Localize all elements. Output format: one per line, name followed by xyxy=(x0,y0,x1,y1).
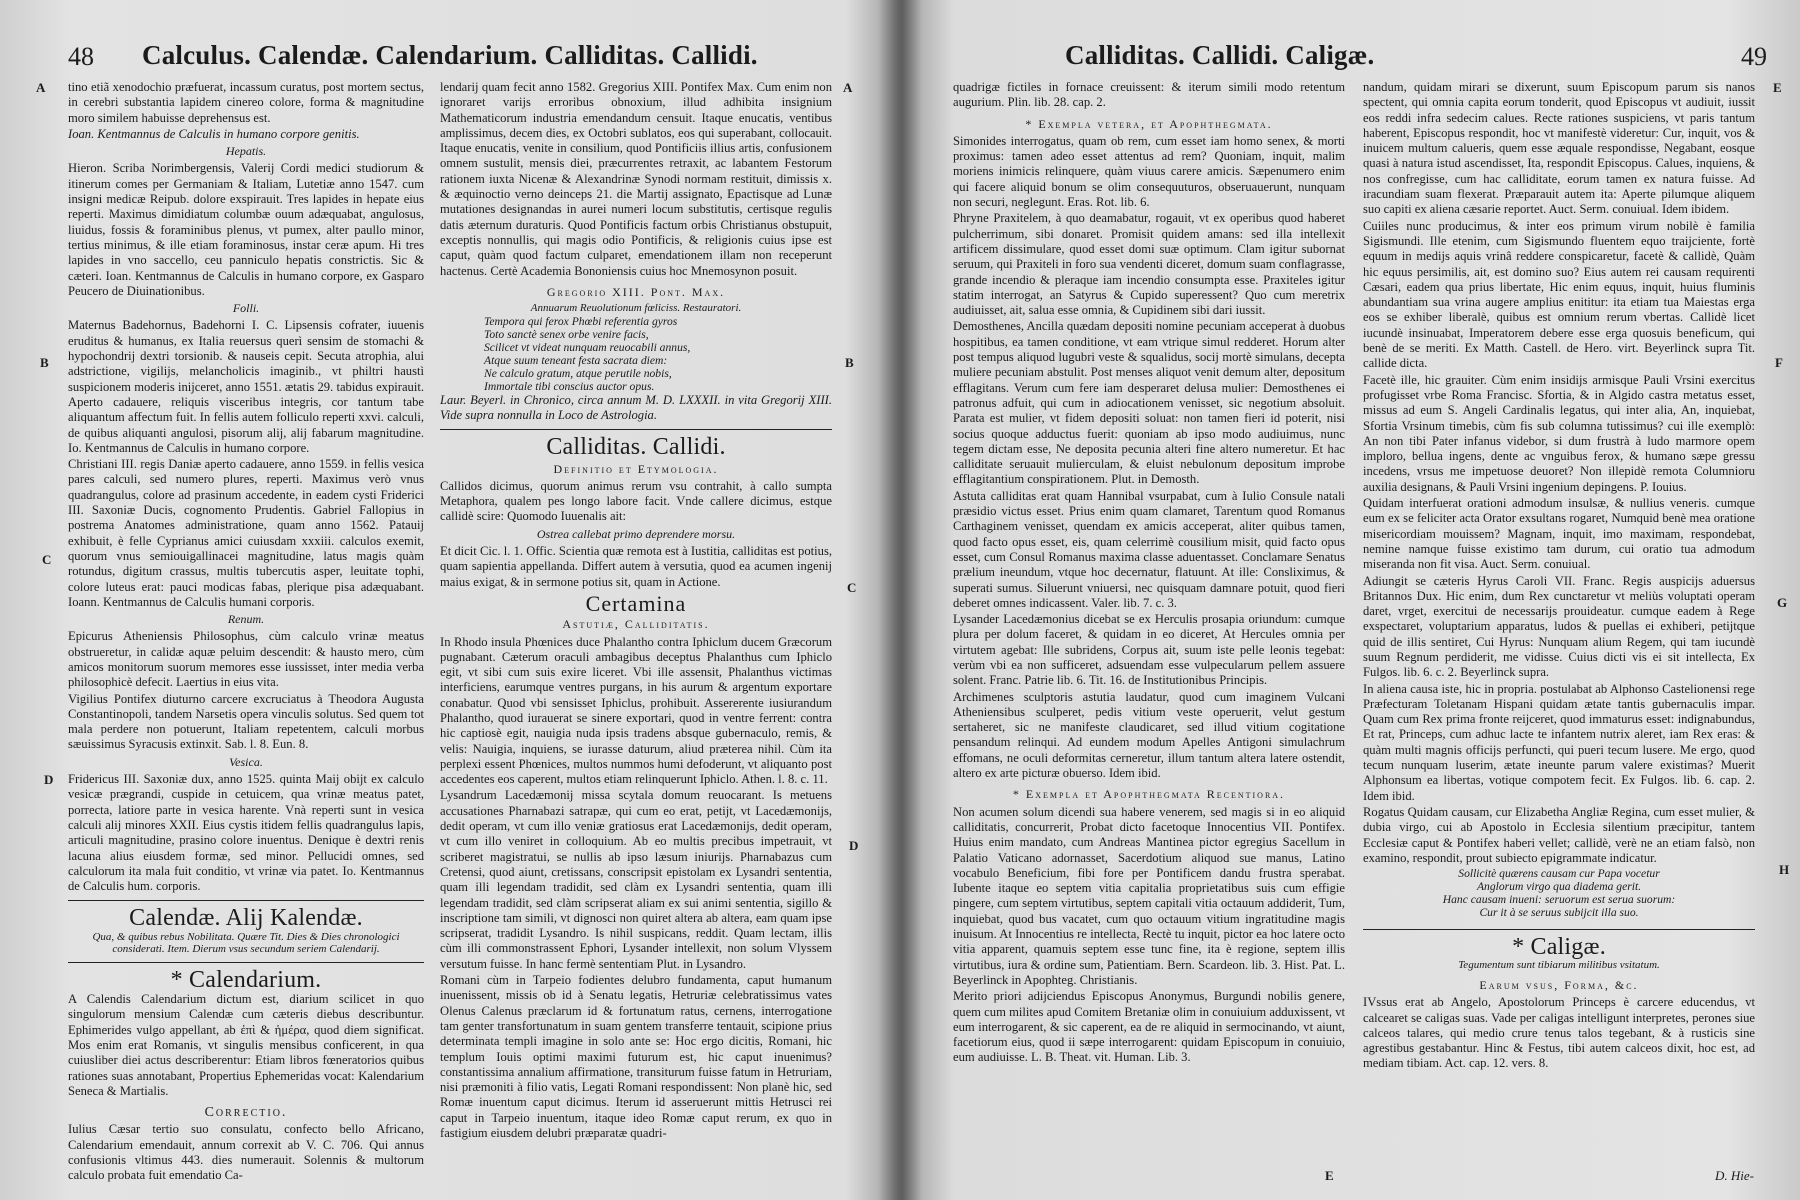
margin-letter: B xyxy=(845,355,854,370)
paragraph: lendarij quam fecit anno 1582. Gregorius XIII. Pontifex Max. Cum enim non ignoraret varijs erroribus obnoxium, illud adhibita insignium Mathematicorum industria emendandum censuit. Itaque enucatis, ventibus amplissimus, decem dies, ex Octobri sublatos, eos qui superabant, collocauit. Itaque enucatis, venite in consilium, quod Pontificiis illius artis, confusionem omnem sustulit, mensis diei, præcurrentes retraxit, ac labantem Festorum rationem iuxta Nicenæ & Alexandrinæ Synodi normam restituit, dimissis x. & æquinoctio verno deinceps 21. die Martij assignato, Epactisque ad Lunæ mutationes designandas in aurei numeri locum substitutis, certisque regulis datis æternum duraturis. Quod Pontificis factum orbis Christianus obstupuit, exceptis nonnullis, qui magis odio Pontificis, & religionis cuius ipse est caput, quàm quod factum culparet, emendationem illam non receperunt hactenus. Certè Academia Bononiensis cuius hoc Mnemosynon posuit. xyxy=(440,80,832,278)
paragraph: Quidam interfuerat orationi admodum insulsæ, & nullius veneris. cumque eum ex se feliciter acta Orator exsultans rogaret, Numquid benè mea oratione misericordiam mouissem? Magnam, inquit, imo maximam, respondebat, nemine namque fuisse existimo tam durum, cui oratio tua admodum miseranda non fit visa. Auct. Serm. conuiual. xyxy=(1363,496,1755,572)
paragraph: Fridericus III. Saxoniæ dux, anno 1525. quinta Maij obijt ex calculo vesicæ prægrandi, cuspide in cetuicem, qua vrinæ meatus patet, porrecta, latiore parte in vesica harente. Vnà reperti sunt in vesica calculi alij minores XXII. Eius cystis itidem fellis quadrangulus lapis, articuli magnitudine, prasino colore inuentus. Denique è dextri renis lacuna alius eiusdem formæ, sed minor. Pellucidi omnes, sed calculorum ita mala fuit conditio, vt vrinæ via patet. Io. Kentmannus de Calculis hum. corporis. xyxy=(68,772,424,894)
margin-letter: A xyxy=(36,80,46,95)
paragraph: Hieron. Scriba Norimbergensis, Valerij Cordi medici studiorum & itinerum comes per Germaniam & Italiam, Lutetiæ anno 1547. cum insigni medicæ Reipub. dolore exspirauit. Tres lapides in hepate eius reperti. Maximus dimidiatum columbæ ouum adæquabat, angulosus, liuidus, fossis & foraminibus plenus, vt pumex, alter paullo minor, tertius minimus, & ille etiam foraminosus, instar ceræ apum. Hi tres lapides in vno saccello, ceu panniculo hepatis constrictis. Sic & cæteri. Ioan. Kentmannus de Calculis in humano corpore, ex Gasparo Peucero de Diuinationibus. xyxy=(68,161,424,298)
poem-line: Cur it à se seruus subijcit illa suo. xyxy=(1479,906,1639,920)
paragraph: Iulius Cæsar tertio suo consulatu, confecto bello Africano, Calendarium emendauit, annum correxit ab V. C. 706. Qui annus confusionis vltimus 443. dies numerauit. Solennis & multorum calculo probata fuit emendatio Ca- xyxy=(68,1122,424,1183)
margin-letter: C xyxy=(42,552,52,567)
section-subheading: Hepatis. xyxy=(225,144,267,159)
section-rule xyxy=(68,962,424,963)
section-title: Calendæ. Alij Kalendæ. xyxy=(129,905,363,932)
page-number: 49 xyxy=(1741,42,1767,71)
section-subtitle: Tegumentum sunt tibiarum militibus vsitatum. xyxy=(1458,959,1660,972)
margin-letter: B xyxy=(40,355,49,370)
running-head: Calculus. Calendæ. Calendarium. Calliditas. Callidi. xyxy=(142,40,758,70)
paragraph: Merito priori adijciendus Episcopus Anonymus, Burgundi nobilis genere, quem cum milites apud Comitem Bretaniæ olim in conuiuium adduxissent, vt eum interrogarent, & sic caperent, ea de re aliquid in sermocinando, vt aiunt, facetiorum eius, quod ii sæpe interrogarent: quidam Episcopum in conuiuio, eum audiuisse. L. B. Theat. vit. Human. Lib. 3. xyxy=(953,989,1345,1065)
paragraph: Epicurus Atheniensis Philosophus, cùm calculo vrinæ meatus obstrueretur, in calidæ aquæ peluim descendit: & hausto mero, cùm amicos monitorum suorum memores esse iussisset, inter media verba philosophicè defecit. Laertius in eius vita. xyxy=(68,629,424,690)
section-rule xyxy=(440,429,832,430)
cross-reference: Qua, & quibus rebus Nobilitata. Quære Tit. Dies & Dies chronologici considerati. Item. Dierum vsus secundum seriem Calendarij. xyxy=(92,930,400,956)
left-column-1 xyxy=(68,80,424,1183)
running-head: Calliditas. Callidi. Caligæ. xyxy=(1065,40,1375,70)
paragraph: Lysandrum Lacedæmonij missa scytala domum reuocarant. Is metuens accusationes Pharnabazi satrapæ, qui cum eo erat, petijt, vt Lacedæmonijs, dedit operam, vt cum illo veniæ gratiosus erat Lacedæmonijs, dedit operam, vt cum illo veniret in colloquium. Ab eo multis precibus impetrauit, vt scriberet magistratui, se nullis ab ipso læsum iniurijs. Pharnabazus cum Cretensi, quod aiunt, cretissans, conscripsit epistolam ex Lysandri sententia, quam illi legendam tradidit, sed clàm ex Lysandri sententia, quam illi legendam tradidit, sed clàm scripserat aliam ex sui animi sententia, sigillo & inscriptione tam simili, vt dignosci non quiret altera ab altera, eam quam ipse scripserat, tradidit Lysandro. Is nihil suspicans, reddit. Quam lectam, illis cùm illi commonstrassent Ephori, Lysander intellexit, non solum Vlyssem versutum fuisse. In hanc fermè sententiam Plut. in Lysandro. xyxy=(440,788,832,971)
section-title: Calliditas. Callidi. xyxy=(546,434,726,461)
section-subheading: * Exempla vetera, et Apophthegmata. xyxy=(1025,116,1273,131)
paragraph: nandum, quidam mirari se dixerunt, suum Episcopum parum sis nanos spectent, qui omnia capita eorum tonderit, quod Episcopus vt audiuit, iussit eos reddi infra sedecim calues. Recte rationes suspiciens, vt paris tantum haberent, Episcopus respondit, hoc vt manifestè videretur: Cur, inquit, vos & inuicem multum calueris, quem esse æquale respondisse, Negabant, eosque quasi à natura istud ascendisset, Ita, respondit Episcopus. Calues, inquiens, & nos confregisse, cum hac calliditate, eorum tamen ex natura fuisse. Ad iracundiam suam flexerat. Præparauit autem ita: Aperte pilumque aliquem suo capiti ex aliena cæsarie reportet. Auct. Serm. conuiual. Idem ibidem. xyxy=(1363,80,1755,217)
source-citation: Laur. Beyerl. in Chronico, circa annum M. D. LXXXII. in vita Gregorij XIII. Vide supra nonnulla in Loco de Astrologia. xyxy=(440,392,832,422)
poem-line: Immortale tibi conscius auctor opus. xyxy=(484,379,655,393)
section-rule xyxy=(1363,929,1755,930)
paragraph: In aliena causa iste, hic in propria. postulabat ab Alphonso Castelionensi rege Præfecturam Toletanam Hispani quidam ætate tantis gubernaculis impar. Quam cum Rex prima fronte reijceret, quod immaturus esset: indignabundus, Et rat, Princeps, cum adhuc lacte te infantem nutrix aleret, iam Rex eras: & quàm multi magnis officijs perfuncti, qui pueri tecum lusere. Me ergo, quod tecum nunquam luserim, ætate ineunte parum valere existimas? Muerit Alphonsum ea libertas, votique compotem fecit. Ex Fulgos. lib. 6. cap. 2. Idem ibid. xyxy=(1363,681,1755,803)
section-subheading: Folli. xyxy=(232,301,260,316)
section-title: * Calendarium. xyxy=(170,966,322,993)
signature-mark: E xyxy=(1325,1168,1334,1183)
poem-line: Hanc causam inueni: seruorum est serua suorum: xyxy=(1442,893,1676,907)
margin-letter: C xyxy=(847,580,857,595)
paragraph: A Calendis Calendarium dictum est, diarium scilicet in quo singulorum mensium Calendæ cum cæteris diebus describuntur. Ephimerides vulgo appellant, ab ἐπὶ & ἡμέρα, quod diem significat. Mos enim erat Romanis, vt singulis mensibus conficerent, in qua cuiusliber diei actus describerentur: Etiam libros fœneratorios quibus rationes suas annotabant, Propertius Ephemeridas vocat: Kalendarium Seneca & Martialis. xyxy=(68,992,424,1098)
page-number: 48 xyxy=(68,42,94,71)
left-page xyxy=(0,0,885,1200)
catchword: D. Hie- xyxy=(1715,1168,1754,1183)
paragraph: Demosthenes, Ancilla quædam depositi nomine pecuniam acceperat à duobus hospitibus, ea tamen conditione, vt eam vtrique simul redderet. Horum alter post tempus aliquod lugubri veste & squalidus, socij mortè simulans, decepta muliere pecuniam abstulit. Post menses aliquot venit demum alter, depositum efflagitans. Verum cum fere iam desperaret delusa mulier: Demosthenes ei patronus adfuit, qui cum in adiocationem venisset, sic negotium absoluit. Parata est mulier, vt fidem depositi soluat: non tamen fieri id poterit, nisi socius quoque adductus fuerit: quoniam ab ipso modo audiuimus, nunc tegem dictam esse, Ne deposita pecunia alteri fine altero numeretur. Et hac calliditate seruauit mulierculam, & eluist nebulonum depositum improbe efflagitantium conspirationem. Plut. in Demosth. xyxy=(953,319,1345,487)
section-title: * Caligæ. xyxy=(1512,934,1606,961)
poem-line: Sollicitè quærens causam cur Papa vocetur xyxy=(1458,867,1660,881)
source-citation: Ioan. Kentmannus de Calculis in humano corpore genitis. xyxy=(68,126,360,141)
paragraph: Romani cùm in Tarpeio fodientes delubro fundamenta, caput humanum inuenissent, missis ob id à Senatu legatis, Hetruriæ celebratissimus vates Olenus Calenus præclarum id & fortunatum ratus, cernens, interrogatione tam genter transfortunatum in suam gentem transferre tentauit, scipione prius determinata templi imagine in solo ante se: Hoc ergo dicitis, Romani, hic templum Iouis optimi maximi futurum est, hic caput inuenimus? constantissima annalium affirmatione, transiturum fuisse fatum in Hetruriam, nisi præmoniti à filio vatis, Legati Romani respondissent: Non planè hic, sed Romæ inuentum caput dicimus. Iterum id asseruerunt mittis Hetrusci rei caput in Tarpeio inuentum, itaque ideo Romæ caput rerum, ex quo in fastigium eiusdem delubri præparatæ quadri- xyxy=(440,973,832,1141)
poem-line: Tempora qui ferox Phœbi referentia gyros xyxy=(484,314,678,328)
paragraph: Lysander Lacedæmonius dicebat se ex Herculis prosapia oriundum: cumque plura per dolum faceret, & quidam in eo diceret, At Hercules omnia per virtutem agebat: Ille subridens, Corpus ait, suum iste pelle leonis tegebat: verùm vbi ea non sufficeret, adsuendam esse vulpecularum pellem assuere solent. Franc. Patrie lib. 6. Tit. 16. de Institutionibus Principis. xyxy=(953,612,1345,688)
margin-letter: D xyxy=(849,838,859,853)
paragraph: Phryne Praxitelem, à quo deamabatur, rogauit, vt ex operibus quod haberet pulcherrimum, sibi donaret. Promisit quidem amans: sed illa intellexit artificem dissimulare, quod esset domi suæ optimum. Clam igitur subornat seruum, qui Praxiteli in foro sua vendenti diceret, domum suam conflagrasse, grande incendio & pleraque iam incendio consumpta esse. Praxiteles igitur statim interrogat, an Satyrus & Cupido superessent? Quo cum meretrix audiuisset, ait, salua esse omnia, & Cupidinem sibi dari iussit. xyxy=(953,211,1345,318)
section-subheading: Earum vsus, Forma, &c. xyxy=(1479,977,1639,992)
right-page xyxy=(843,0,1800,1200)
paragraph: Simonides interrogatus, quam ob rem, cum esset iam homo senex, & morti proximus: tamen adeo esset attentus ad rem? Quoniam, inquit, malim moriens inimicis relinquere, quàm viuus carere amicis. Sæpenumero enim qui facere aliquid bonum se olim consequuturos, obseruauerunt, nunquam non securi, neglegunt. Eras. Rot. lib. 6. xyxy=(953,133,1345,210)
margin-letter: H xyxy=(1779,862,1790,877)
quotation: Ostrea callebat primo deprendere morsu. xyxy=(536,526,736,541)
margin-letter: F xyxy=(1775,355,1783,370)
paragraph: Astuta calliditas erat quam Hannibal vsurpabat, cum à Iulio Consule natali præsidio victus esset. Prius enim quam clamaret, Tarentum quod Romanus Carthaginem venisset, quendam ex amicis acceperat, aliter quibus tamen, quod facto opus esset, eis, quam celerrimè cousilium misit, quid facto opus esset, cum Consul Romanus maxima classe aduentasset. Conclamare Senatus prælium ineundum, vtque hoc decernatur, flatuunt. At ille: Consliximus, & superati sumus. Siluerunt vniuersi, nec quisquam damnare potuit, quod fieri deberet omnes indicassent. Valer. lib. 7. c. 3. xyxy=(953,488,1345,610)
section-title: Certamina xyxy=(585,590,687,616)
margin-letter: D xyxy=(44,772,54,787)
paragraph: tino etiã xenodochio præfuerat, incassum curatus, post mortem sectus, in cerebri substantia lapidem cinereo colore, forma & magnitudine moro similem habuisse deprehensus est. xyxy=(68,80,424,125)
section-subheading: * Exempla et Apophthegmata Recentiora. xyxy=(1012,787,1286,802)
paragraph: IVssus erat ab Angelo, Apostolorum Princeps è carcere educendus, vt calcearet se caligas suas. Vade per caligas intelligunt interpretes, perones siue calceos talares, qui medio crure tenus talos tegebant, & à rusticis sine agrestibus gestabantur. Hinc & Festus, tibi autem calceos dixit, hoc est, ad mediam tibiam. Act. cap. 12. vers. 8. xyxy=(1363,995,1755,1071)
paragraph: Et dicit Cic. l. 1. Offic. Scientia quæ remota est à Iustitia, calliditas est potius, quam sapientia appellanda. Differt autem à versutia, quod ea acumen ingenij maius exigat, & in sermone potius sit, quam in Actione. xyxy=(440,544,832,589)
paragraph: Facetè ille, hic grauiter. Cùm enim insidijs armisque Pauli Vrsini exercitus profugisset vrbe Roma Francisc. Sfortia, & in Algido castra metatus esset, missus ad eum S. Angeli Cardinalis legatus, qui inter alia, An, inquiebat, Sfortia Vrsinum timebis, cùm fis sub columna tutissimus? cui ille exemplò: An non tibi Pater infanus videbor, si dum frustrà à ludo marmore opem imploro, bellua ingens, dente ac vnguibus ferox, & humano sæpe gressu incedens, vrsus me impetuose deuoret? Non illepidè remota Columnioru auxilia designans, & Pauli Vrsini ingenium depingens. P. Iouius. xyxy=(1363,372,1755,494)
right-column-1 xyxy=(953,80,1345,1170)
paragraph: Rogatus Quidam causam, cur Elizabetha Angliæ Regina, cum esset mulier, & dubia virgo, cui ab Apostolo in Ecclesia silentium præcipitur, tantem Ecclesiæ caput & Pontifex haberi vellet; callidè, verè ne an etiam falsò, non examino, respondit, prout subiecto epigrammate indicatur. xyxy=(1363,804,1755,865)
dedication-subtitle: Annuarum Reuolutionum fœliciss. Restauratori. xyxy=(530,302,742,315)
paragraph: Christiani III. regis Daniæ aperto cadauere, anno 1559. in fellis vesica pares calculi, sed numero plures, reperti. Maximus verò vnus quadrangulus, colore ad prasinum accedente, in eadem cysti Friderici III. Saxoniæ Ducis, cognomento Prudentis. Gabriel Fallopius in postrema Anatomes administratione, quam anno 1562. Patauij exhibuit, è felle Cyprianus amici cuiusdam xxxiii. calculos exemit, quorum vnus semiouigallinacei magnitudine, latus magis quàm rotundus, digitum crassus, multis tubercutis asper, leuitate tophi, colore luteus erat: pauci modicas fabas, plerique pisa adæquabant. Ioann. Kentmannus de Calculis humani corporis. xyxy=(68,457,424,609)
poem-line: Toto sanctè senex orbe venire facis, xyxy=(484,327,649,341)
paragraph: Archimenes sculptoris astutia laudatur, quod cum imaginem Vulcani Atheniensibus sculperet, pedis vitium veste operuerit, velut gestum sertaheret, sic ne manifeste claudicaret, sed illud vitium cogitatione pensandum relinqui. Ad eundem modum Apelles Antigoni simulachrum effomans, ne oculi deformitas cerneretur, illum tantum altera latere ostendit, altero ex arte picturæ obuerso. Idem ibid. xyxy=(953,689,1345,781)
section-subheading: Renum. xyxy=(227,612,265,627)
paragraph: Vigilius Pontifex diuturno carcere excruciatus à Theodora Augusta Constantinopoli, tandem Narsetis opera vinculis solutus. Sed quem tot mala perdere non potuerunt, Italiam repetentem, calculi morbus sæuissimus Syracusis extinxit. Sab. l. 8. Eun. 8. xyxy=(68,691,424,752)
paragraph: In Rhodo insula Phœnices duce Phalantho contra Iphiclum ducem Græcorum pugnabant. Cæterum oraculi ambagibus deceptus Phalanthus cum Iphiclo egit, vt sibi cum suis exire liceret. Vbi ille assensit, Phalanthus victimas interficiens, earumque ventres purgans, in his aurum & argentum exportare conabatur. Quod vbi sensisset Iphiclus, prohibuit. Assererente iusiurandum Phalantho, quod iurauerat se sinere exportari, quod in ventre ferrent: contra hic captiosè egit, nauigia nuda ipsis tradens absque gubernaculo, remis, & velis: Nauigia, inquiens, se iurasse daturum, aliud præterea nihil. Cùm ita perplexi essent Phœnices, multos nummos humi defoderunt, vt aliquanto post accedentes eos caperent, multos etiam relinquerunt Iphiclo. Athen. l. 8. c. 11. xyxy=(440,634,832,787)
paragraph: Non acumen solum dicendi sua habere venerem, sed magis si in eo aliquid calliditatis, concurrerit, Probat dicto facetoque Innocentius VII. Pontifex. Huius enim mandato, cum Andreas Mantinea pictor egregius Sacellum in Palatio Vaticano adornasset, Sacerdotium aliquod sue manus, Latino vocabulo Beneficium, fibi fore per Pontificem dandu frustra sperabat. Iubente itaque eo septem vitia capitalia proprietatibus suis cum effigie pingere, cum septem virtutibus, septem capitali vitia octauum addiderit, Tum, inquiebat, quod bus vacatet, cum quo octauum vitium ingratitudine magis inuisum. At Innocentius re intellecta, Rectè tu inquit, pictor ea hoc latere octo vitia apparent, quamuis septem esse tunc fine, ita è regione, septem illis virtutibus, iura & ordine sum, Patientiam. Bern. Scardeon. lib. 3. Hist. Pat. L. Beyerlinck in Apophteg. Christianis. xyxy=(953,804,1345,987)
poem-line: Atque suum teneant festa sacrata diem: xyxy=(484,353,668,367)
section-subheading: Correctio. xyxy=(204,1105,288,1121)
poem-line: Anglorum virgo qua diadema gerit. xyxy=(1476,880,1642,894)
paragraph: Maternus Badehornus, Badehorni I. C. Lipsensis cofrater, iuuenis eruditus & humanus, ex Italia reuersus querì sensim de stomachi & hypochondrij dextri torsionib. & nauseis cepit. Secuta atrophia, alui adstrictione, vigilijs, melancholicis imaginib., vt philtri haustì suspicionem moderis inijceret, anno 1551. ætatis 29. tabidus expirauit. Aperto cadauere, reliquis visceribus integris, cor tantum tabe aliquantum affectum fuit. In fellis autem folliculo reperti xxvi. calculi, de quibus aliquanti angulosi, pisorum alij, alij fabarum magnitudine. Io. Kentmannus de Calculis in humano corpore. xyxy=(68,318,424,455)
section-subheading: Vesica. xyxy=(229,754,263,769)
section-subheading: Astutiæ, Calliditatis. xyxy=(562,617,710,632)
section-rule xyxy=(68,900,424,901)
poem-line: Scilicet vt videat nunquam reuocabili annus, xyxy=(484,340,691,354)
paragraph: Adiungit se cæteris Hyrus Caroli VII. Franc. Regis auspicijs aduersus Britannos Dux. Hic enim, dum Rex cunctaretur vt meliùs voluptati operam daret, vrget, exercitui de necessarijs prouideatur. cumque eadem à Rege exspectaret, voluptarium apparatus, ludos & puellas ei exhiberi, petijtque quid de illis sentiret, Cui Hyrus: Nunquam alium Regem, qui tam iucundè suum Regnum perdiderit, me vidisse. Cuius dicti vis ei sit intellecta, Ex Fulgos. lib. 6. c. 2. Beyerlinck supra. xyxy=(1363,573,1755,680)
paragraph: quadrigæ fictiles in fornace creuissent: & iterum simili modo retentum augurium. Plin. lib. 28. cap. 2. xyxy=(953,80,1345,110)
margin-letter: A xyxy=(843,80,853,95)
left-column-2 xyxy=(440,80,832,1180)
poem-line: Ne calculo gratum, atque perutile nobis, xyxy=(484,366,672,380)
paragraph: Cuiiles nunc producimus, & inter eos primum virum nobilè è familia Sigismundi. Ille etenim, cum Sigismundo fluentem equo traijciente, fortè equum in medijs aquis vrinâ reddere conspicaretur, facetè & callidè, Quàm hic equus persimilis, ait, est domino suo? Eius autem rei causam requirenti Cæsari, eadem qua prius libertate, Hic enim equus, inquit, huius fluminis abundantiam sua vrina augere amplius enititur: ita etiam tua Maiestas erga eos se exhiber liberalè, quibus est omnium rerum vbertas. Callidè licet iucundè insinuabat, Imperatorem debere esse erga quosuis beneficum, qui benè de se meriti. Ex Matth. Castell. de Hero. virt. Beyerlinck supra Tit. callide dicta. xyxy=(1363,218,1755,371)
margin-letter: E xyxy=(1773,80,1782,95)
dedication-heading: Gregorio XIII. Pont. Max. xyxy=(546,284,726,299)
right-column-2 xyxy=(1363,80,1755,1170)
paragraph: Callidos dicimus, quorum animus rerum vsu contrahit, à callo sumpta Metaphora, qualem pes longo labore facit. Vnde callere dicimus, estque callidè scire: Quomodo Iuuenalis ait: xyxy=(440,478,832,524)
margin-letter: G xyxy=(1777,595,1788,610)
section-subheading: Definitio et Etymologia. xyxy=(553,461,719,476)
